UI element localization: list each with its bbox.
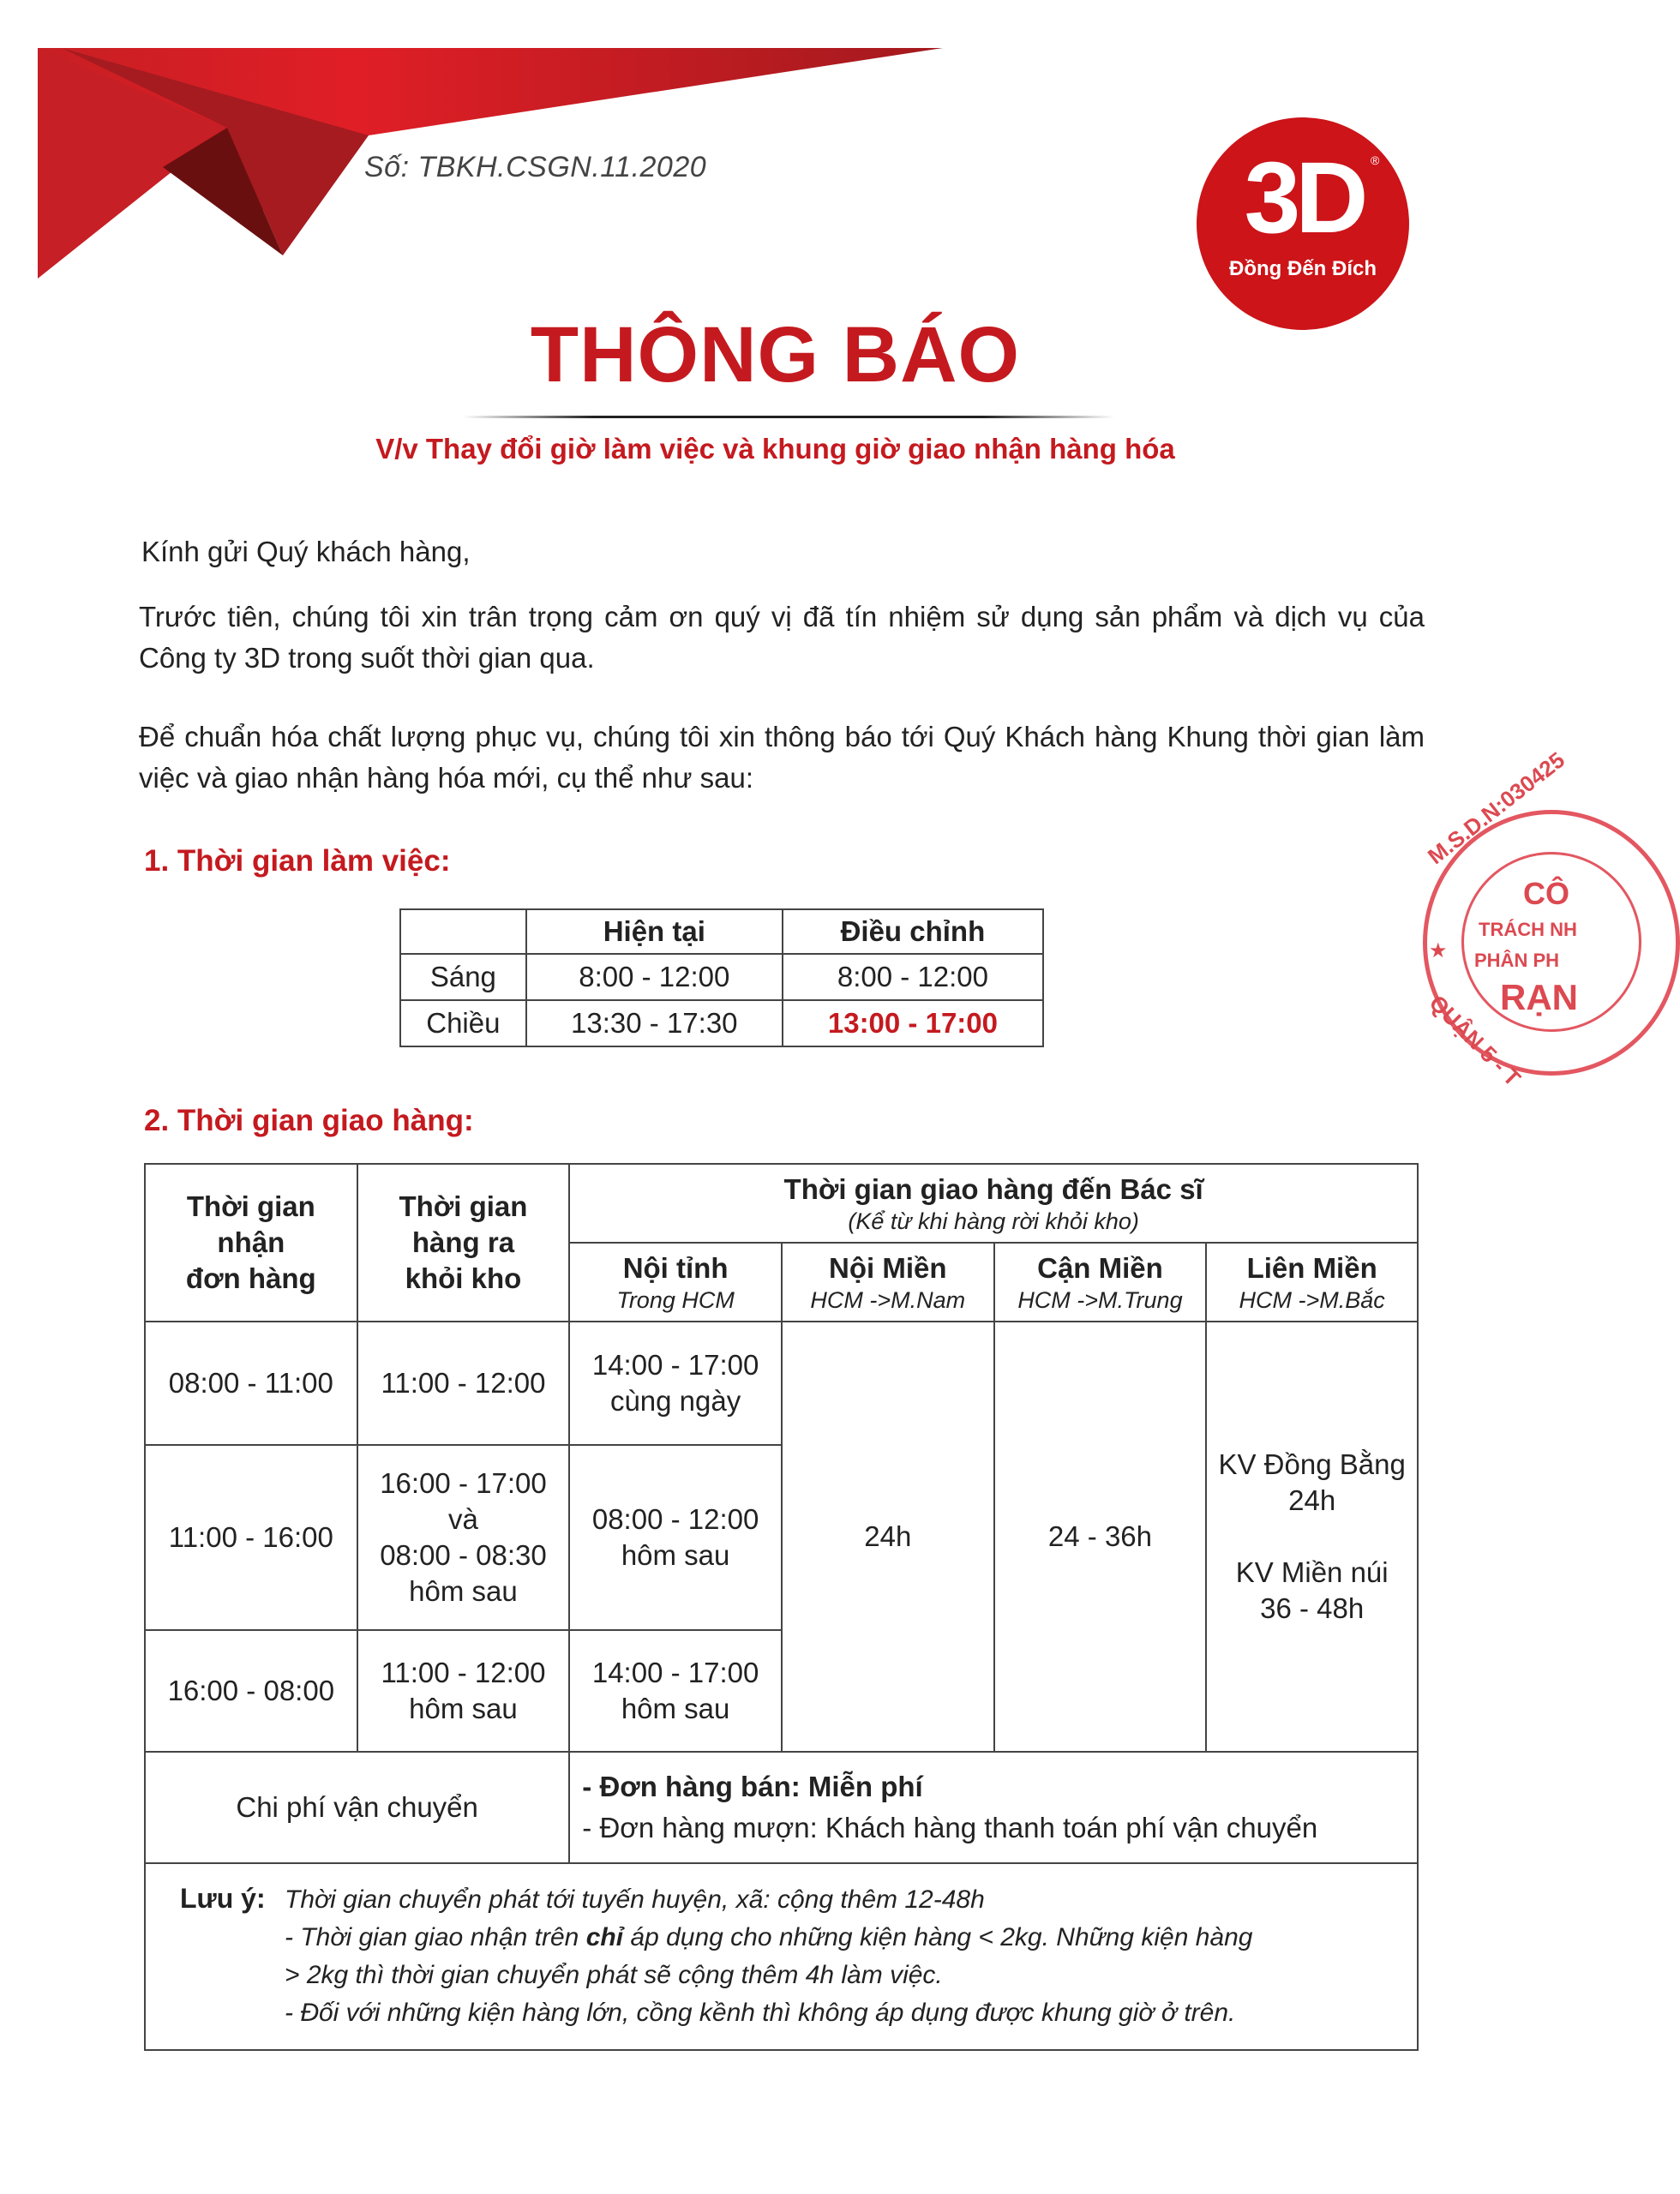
order-time-cell: 08:00 - 11:00 xyxy=(145,1322,357,1445)
region-route: HCM ->M.Nam xyxy=(810,1287,966,1313)
order-time-cell: 11:00 - 16:00 xyxy=(145,1445,357,1630)
header-region-local xyxy=(569,1243,782,1322)
logo-slogan: Đồng Đến Đích xyxy=(1229,257,1377,280)
row-label-morning: Sáng xyxy=(400,954,526,1000)
header-delivery-group xyxy=(569,1164,1418,1243)
note-line: Thời gian chuyển phát tới tuyến huyện, xã: cộng thêm 12-48h xyxy=(285,1885,985,1914)
cell-line: hôm sau xyxy=(621,1539,730,1571)
cell-line: 36 - 48h xyxy=(1260,1592,1365,1624)
header-line: hàng ra xyxy=(411,1226,515,1258)
leave-time-cell xyxy=(357,1322,570,1445)
working-hours-table xyxy=(399,908,1044,1047)
near-region-cell: 24 - 36h xyxy=(994,1322,1207,1752)
note-line: - Đối với những kiện hàng lớn, cồng kềnh thì không áp dụng được khung giờ ở trên. xyxy=(285,1999,1236,2027)
header-line: Thời gian xyxy=(186,1190,315,1222)
table-header-row xyxy=(145,1164,1418,1243)
table-row xyxy=(400,1000,1043,1046)
table-header-row xyxy=(400,909,1043,954)
region-name: Cận Miền xyxy=(1037,1252,1163,1284)
local-delivery-cell xyxy=(569,1630,782,1752)
cell-line: hôm sau xyxy=(409,1575,518,1607)
morning-current: 8:00 - 12:00 xyxy=(526,954,783,1000)
leave-time-cell xyxy=(357,1445,570,1630)
header-current: Hiện tại xyxy=(526,909,783,954)
stamp-line: PHÂN PH xyxy=(1474,950,1560,971)
delivery-time-table xyxy=(144,1163,1419,2051)
cell-line: KV Miền núi xyxy=(1235,1556,1389,1588)
fee-item-loan: - Đơn hàng mượn: Khách hàng thanh toán phí vận chuyển xyxy=(582,1812,1318,1843)
company-stamp xyxy=(1422,746,1680,1092)
leave-time-cell xyxy=(357,1630,570,1752)
row-label-afternoon: Chiều xyxy=(400,1000,526,1046)
group-header: Thời gian giao hàng đến Bác sĩ xyxy=(783,1173,1203,1205)
region-name: Nội tỉnh xyxy=(622,1252,729,1284)
note-row xyxy=(145,1863,1418,2050)
note-emphasis: chỉ xyxy=(585,1923,624,1951)
header-line: đơn hàng xyxy=(185,1262,316,1294)
section-heading-delivery-time: 2. Thời gian giao hàng: xyxy=(144,1104,474,1137)
shipping-fee-row xyxy=(145,1752,1418,1863)
cell-line: hôm sau xyxy=(621,1693,730,1724)
stamp-line: CÔ xyxy=(1523,876,1569,911)
morning-adjusted: 8:00 - 12:00 xyxy=(783,954,1043,1000)
note-text: áp dụng cho những kiện hàng < 2kg. Những kiện hàng xyxy=(623,1923,1253,1951)
header-order-time xyxy=(145,1164,357,1322)
document-number: Số: TBKH.CSGN.11.2020 xyxy=(364,151,707,183)
region-route: HCM ->M.Bắc xyxy=(1239,1287,1385,1313)
registered-icon: ® xyxy=(1371,153,1380,167)
group-subheader: (Kể từ khi hàng rời khỏi kho) xyxy=(848,1208,1139,1234)
cell-line: 11:00 - 12:00 xyxy=(381,1657,546,1688)
cell-line: 08:00 - 08:30 xyxy=(380,1539,547,1571)
stamp-line: TRÁCH NH xyxy=(1479,919,1577,940)
order-time-cell: 16:00 - 08:00 xyxy=(145,1630,357,1752)
header-leave-time xyxy=(357,1164,570,1322)
section-heading-working-hours: 1. Thời gian làm việc: xyxy=(144,844,451,878)
cell-line: hôm sau xyxy=(409,1693,518,1724)
logo-mark: 3D xyxy=(1244,141,1364,255)
note-line xyxy=(180,1919,1386,1957)
afternoon-adjusted: 13:00 - 17:00 xyxy=(783,1000,1043,1046)
table-row xyxy=(400,954,1043,1000)
header-line: khỏi kho xyxy=(405,1262,522,1294)
region-route: HCM ->M.Trung xyxy=(1017,1287,1183,1313)
page-subtitle: V/v Thay đổi giờ làm việc và khung giờ giao nhận hàng hóa xyxy=(375,433,1175,465)
paper-plane-banner xyxy=(0,0,986,291)
header-line: Thời gian xyxy=(399,1190,528,1222)
local-delivery-cell xyxy=(569,1322,782,1445)
region-name: Liên Miền xyxy=(1246,1252,1377,1284)
afternoon-current: 13:30 - 17:30 xyxy=(526,1000,783,1046)
cell-line: 14:00 - 17:00 xyxy=(591,1349,759,1381)
local-delivery-cell xyxy=(569,1445,782,1630)
intra-region-cell: 24h xyxy=(782,1322,994,1752)
cell-line: 24h xyxy=(1288,1484,1336,1516)
cell-spacer xyxy=(1207,1519,1417,1555)
title-divider xyxy=(463,416,1114,418)
inter-region-cell xyxy=(1206,1322,1418,1752)
cell-line: và xyxy=(448,1503,478,1535)
header-region-inter xyxy=(1206,1243,1418,1322)
fee-list xyxy=(569,1752,1418,1863)
cell-line: 14:00 - 17:00 xyxy=(591,1657,759,1688)
greeting: Kính gửi Quý khách hàng, xyxy=(141,536,471,567)
note-line: > 2kg thì thời gian chuyển phát sẽ cộng thêm 4h làm việc. xyxy=(285,1961,943,1989)
cell-line: KV Đồng Bằng xyxy=(1218,1448,1406,1480)
intro-paragraph: Trước tiên, chúng tôi xin trân trọng cảm ơn quý vị đã tín nhiệm sử dụng sản phẩm và dịch vụ của Công ty 3D trong suốt thời gian qua. xyxy=(139,601,1425,674)
table-row xyxy=(145,1322,1418,1445)
header-line: nhận xyxy=(217,1226,285,1258)
notice-paragraph: Để chuẩn hóa chất lượng phục vụ, chúng tôi xin thông báo tới Quý Khách hàng Khung thời gian làm việc và giao nhận hàng hóa mới, cụ thể như sau: xyxy=(139,721,1425,794)
header-region-intra xyxy=(782,1243,994,1322)
header-region-near xyxy=(994,1243,1207,1322)
region-route: Trong HCM xyxy=(616,1287,735,1313)
note-text: - Thời gian giao nhận trên xyxy=(285,1923,586,1951)
cell-line: 16:00 - 17:00 xyxy=(380,1467,547,1499)
stamp-ring-text: M.S.D.N:030425 xyxy=(1422,746,1569,870)
cell-line: 08:00 - 12:00 xyxy=(591,1503,759,1535)
stamp-line: RẠN xyxy=(1500,977,1578,1017)
cell-line: cùng ngày xyxy=(609,1385,741,1417)
note-label: Lưu ý: xyxy=(180,1883,266,1914)
stamp-star-icon: ★ xyxy=(1429,939,1448,962)
header-empty xyxy=(400,909,526,954)
cell-line: 11:00 - 12:00 xyxy=(381,1367,546,1399)
company-logo xyxy=(1197,117,1409,330)
header-adjusted: Điều chỉnh xyxy=(783,909,1043,954)
stamp-bottom-text: QUẬN 5 - T xyxy=(1424,990,1527,1092)
fee-item-sale: - Đơn hàng bán: Miễn phí xyxy=(582,1771,923,1802)
page-title: THÔNG BÁO xyxy=(530,311,1021,399)
region-name: Nội Miền xyxy=(829,1252,947,1284)
fee-label: Chi phí vận chuyển xyxy=(145,1752,569,1863)
note-cell xyxy=(145,1863,1418,2050)
